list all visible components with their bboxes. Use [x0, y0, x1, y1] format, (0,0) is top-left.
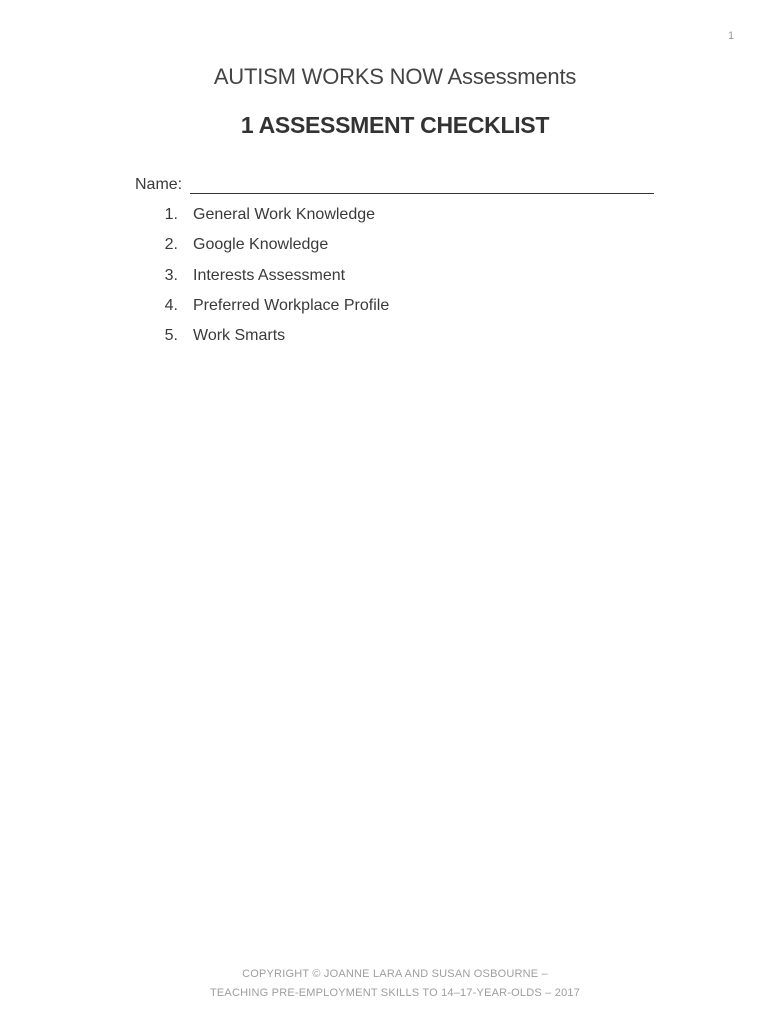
- list-item-label: Interests Assessment: [193, 266, 346, 284]
- list-item-label: Google Knowledge: [193, 236, 329, 254]
- list-item-number: 3.: [164, 266, 178, 284]
- checklist-title: 1 ASSESSMENT CHECKLIST: [240, 112, 550, 138]
- footer-line-2: TEACHING PRE-EMPLOYMENT SKILLS TO 14–17-YEAR-OLDS – 2017: [209, 987, 581, 999]
- list-item-label: General Work Knowledge: [193, 206, 376, 223]
- list-item-number: 5.: [164, 327, 178, 345]
- list-item-label: Preferred Workplace Profile: [193, 296, 390, 314]
- name-field-line[interactable]: [190, 193, 654, 194]
- footer-line-1: COPYRIGHT © JOANNE LARA AND SUSAN OSBOURNE –: [242, 968, 548, 980]
- page-number: 1: [728, 30, 735, 42]
- copyright-footer: [0, 965, 770, 1003]
- list-item-number: 4.: [164, 296, 178, 314]
- document-header-title: AUTISM WORKS NOW Assessments: [213, 64, 577, 89]
- list-item-label: Work Smarts: [193, 327, 286, 345]
- name-field-row: [135, 176, 655, 198]
- list-item-number: 2.: [164, 236, 178, 254]
- list-item-number: 1.: [164, 206, 178, 223]
- name-label: Name:: [135, 176, 183, 193]
